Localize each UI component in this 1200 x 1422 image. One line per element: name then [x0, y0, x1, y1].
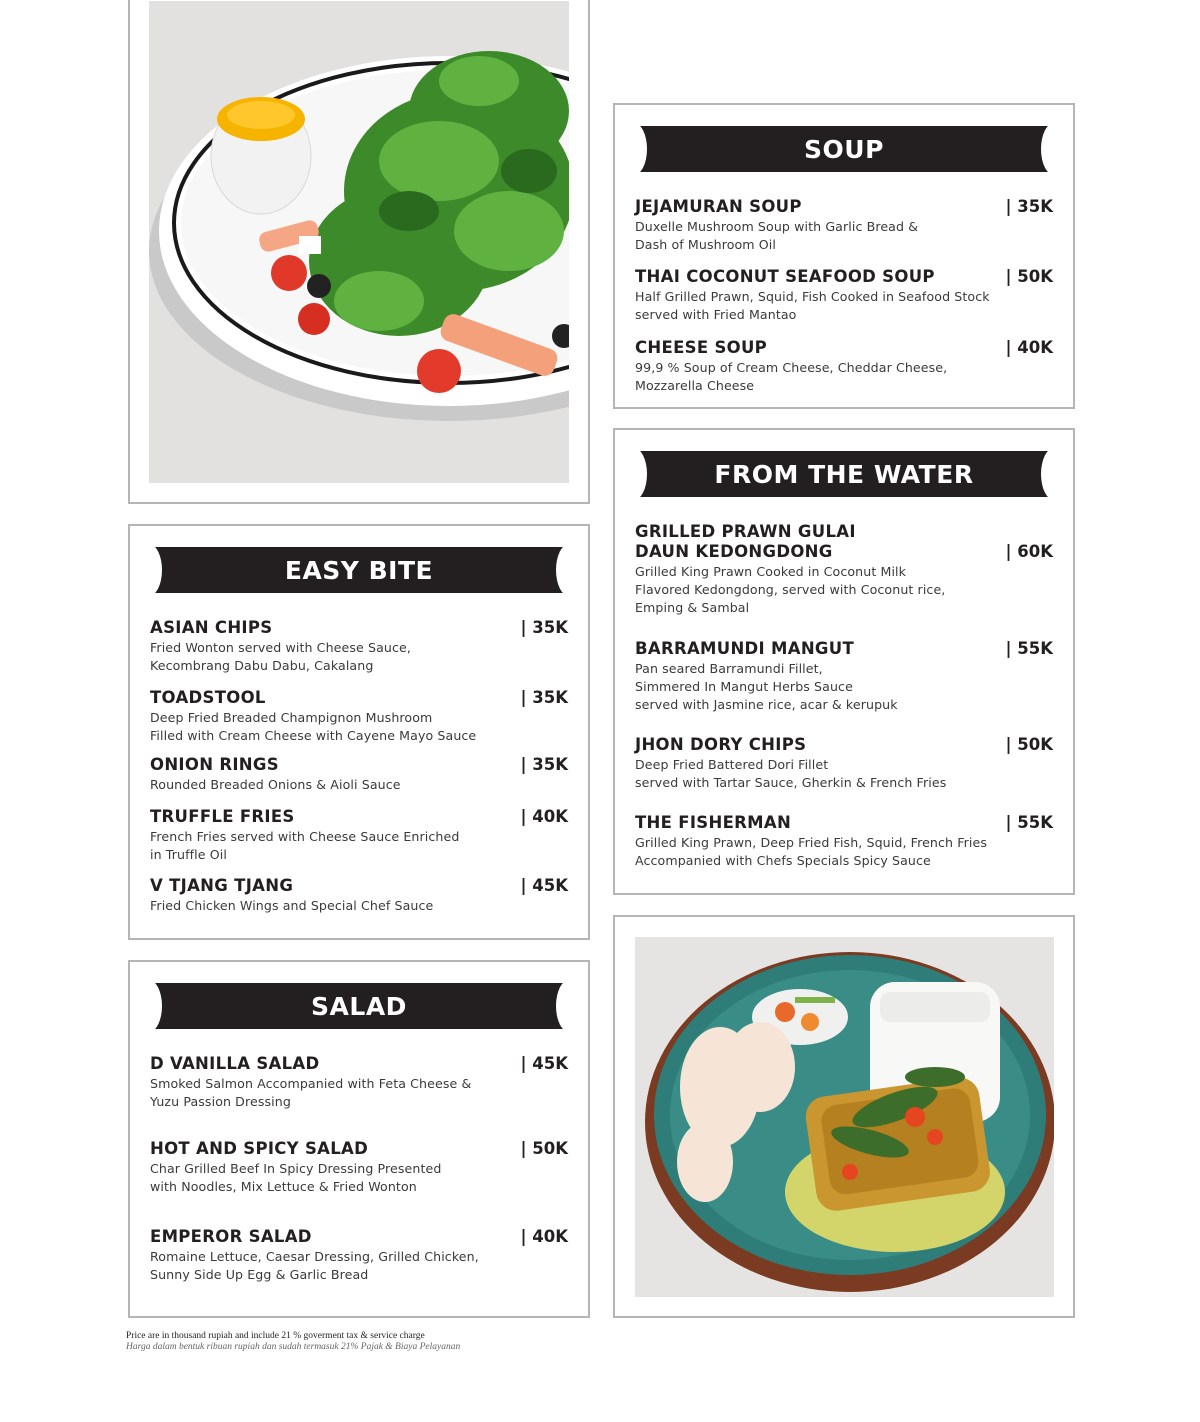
easy-bite-banner: EASY BITE	[150, 547, 568, 593]
menu-item	[635, 522, 1053, 639]
item-name: JEJAMURAN SOUP	[635, 197, 802, 216]
item-description: Deep Fried Breaded Champignon Mushroom Filled with Cream Cheese with Cayene Mayo Sauce	[150, 710, 477, 743]
menu-item	[635, 197, 1053, 267]
item-price: | 50K	[1005, 267, 1053, 286]
soup-items	[635, 197, 1053, 395]
menu-item	[635, 338, 1053, 395]
from-the-water-items	[635, 522, 1053, 870]
from-the-water-card	[613, 428, 1075, 895]
menu-item	[635, 813, 1053, 870]
menu-item	[150, 876, 568, 915]
item-price: | 55K	[1005, 813, 1053, 832]
item-description: Smoked Salmon Accompanied with Feta Cheese & Yuzu Passion Dressing	[150, 1076, 472, 1109]
item-name-line-2: DAUN KEDONGDONG	[635, 542, 833, 561]
item-name: V TJANG TJANG	[150, 876, 294, 895]
menu-item	[150, 1054, 568, 1139]
item-name: D VANILLA SALAD	[150, 1054, 320, 1073]
item-description: Deep Fried Battered Dori Fillet served with Tartar Sauce, Gherkin & French Fries	[635, 757, 947, 790]
item-name: CHEESE SOUP	[635, 338, 768, 357]
price-note-english: Price are in thousand rupiah and include 21 % goverment tax & service charge	[126, 1331, 425, 1341]
item-price: | 35K	[1005, 197, 1053, 216]
item-description: Fried Chicken Wings and Special Chef Sauce	[150, 898, 434, 913]
item-description: Fried Wonton served with Cheese Sauce, Kecombrang Dabu Dabu, Cakalang	[150, 640, 411, 673]
item-price: | 40K	[520, 807, 568, 826]
item-name: BARRAMUNDI MANGUT	[635, 639, 855, 658]
item-description: Grilled King Prawn, Deep Fried Fish, Squid, French Fries Accompanied with Chefs Specials Spicy Sauce	[635, 835, 988, 868]
item-name: ONION RINGS	[150, 755, 279, 774]
menu-item	[635, 267, 1053, 338]
item-price: | 40K	[520, 1227, 568, 1246]
item-name: HOT AND SPICY SALAD	[150, 1139, 369, 1158]
item-price: | 55K	[1005, 639, 1053, 658]
menu-item	[150, 1139, 568, 1227]
item-price: | 50K	[1005, 735, 1053, 754]
menu-item	[150, 688, 568, 755]
from-the-water-banner: FROM THE WATER	[635, 451, 1053, 497]
item-description: Half Grilled Prawn, Squid, Fish Cooked in Seafood Stock served with Fried Mantao	[635, 289, 990, 322]
price-note	[126, 1331, 460, 1352]
menu-item	[635, 735, 1053, 813]
item-name: EMPEROR SALAD	[150, 1227, 312, 1246]
menu-item	[150, 755, 568, 807]
item-name: GRILLED PRAWN GULAI	[635, 522, 856, 541]
item-price: | 35K	[520, 618, 568, 637]
menu-item	[150, 807, 568, 876]
price-note-indonesian: Harga dalam bentuk ribuan rupiah dan sudah termasuk 21% Pajak & Biaya Pelayanan	[126, 1342, 461, 1352]
salad-banner: SALAD	[150, 983, 568, 1029]
menu-item	[635, 639, 1053, 735]
soup-card	[613, 103, 1075, 409]
item-name: JHON DORY CHIPS	[635, 735, 807, 754]
menu-item	[150, 1227, 568, 1284]
item-description: Char Grilled Beef In Spicy Dressing Presented with Noodles, Mix Lettuce & Fried Wonton	[150, 1161, 442, 1194]
item-description: Grilled King Prawn Cooked in Coconut Milk Flavored Kedongdong, served with Coconut rice, Emping & Sambal	[635, 564, 946, 615]
item-name: ASIAN CHIPS	[150, 618, 273, 637]
item-description: Pan seared Barramundi Fillet, Simmered In Mangut Herbs Sauce served with Jasmine rice, acar & kerupuk	[635, 661, 898, 712]
item-description: 99,9 % Soup of Cream Cheese, Cheddar Cheese, Mozzarella Cheese	[635, 360, 948, 393]
item-name: TRUFFLE FRIES	[150, 807, 295, 826]
salad-photo-card	[128, 0, 590, 504]
item-price: | 40K	[1005, 338, 1053, 357]
item-price: | 35K	[520, 688, 568, 707]
fish-photo-card	[613, 915, 1075, 1318]
item-description: French Fries served with Cheese Sauce Enriched in Truffle Oil	[150, 829, 460, 862]
easy-bite-items	[150, 618, 568, 915]
item-name: TOADSTOOL	[150, 688, 266, 707]
item-name: THE FISHERMAN	[635, 813, 792, 832]
fish-dish-photo	[635, 937, 1054, 1297]
item-name: THAI COCONUT SEAFOOD SOUP	[635, 267, 935, 286]
menu-item	[150, 618, 568, 688]
item-description: Duxelle Mushroom Soup with Garlic Bread & Dash of Mushroom Oil	[635, 219, 919, 252]
item-price: | 50K	[520, 1139, 568, 1158]
soup-banner: SOUP	[635, 126, 1053, 172]
item-description: Rounded Breaded Onions & Aioli Sauce	[150, 777, 401, 792]
item-description: Romaine Lettuce, Caesar Dressing, Grilled Chicken, Sunny Side Up Egg & Garlic Bread	[150, 1249, 479, 1282]
salad-items	[150, 1054, 568, 1284]
item-price: | 35K	[520, 755, 568, 774]
easy-bite-card	[128, 524, 590, 940]
item-price: | 60K	[1005, 542, 1053, 561]
salad-photo	[149, 1, 569, 483]
item-price: | 45K	[520, 1054, 568, 1073]
salad-card	[128, 960, 590, 1318]
item-price: | 45K	[520, 876, 568, 895]
